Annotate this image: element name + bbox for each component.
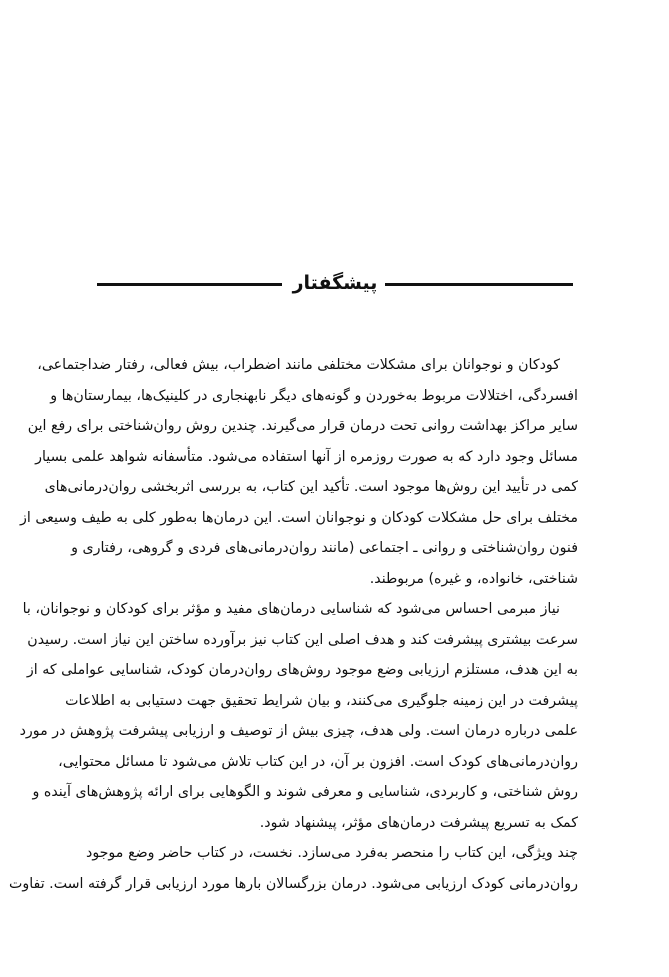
text-line: به این هدف، مستلزم ارزیابی وضع موجود روش‌های روان‌درمان کودک، شناسایی عواملی که از (26, 662, 578, 678)
text-line: کمی در تأیید این روش‌ها موجود است. تأکید این کتاب، به بررسی اثربخشی روان‌درمانی‌های (44, 479, 578, 495)
text-line: پیشرفت در این زمینه جلوگیری می‌کنند، و بیان شرایط تحقیق جهت دستیابی به اطلاعات (65, 692, 578, 709)
text-line: علمی درباره درمان است. ولی هدف، چیزی بیش از توصیف و ارزیابی پیشرفت پژوهش در مورد (19, 723, 578, 739)
text-line: مختلف برای حل مشکلات کودکان و نوجوانان است. این درمان‌ها به‌طور کلی به طیف وسیعی از (20, 509, 578, 526)
page-title: پیشگفتار (292, 272, 378, 294)
text-line: روان‌درمانی‌های کودک است. افزون بر آن، در این کتاب تلاش می‌شود تا مسائل محتوایی، (58, 753, 578, 770)
heading-rule-left (97, 283, 282, 286)
text-line: روان‌درمانی کودک ارزیابی می‌شود. درمان بزرگسالان بارها مورد ارزیابی قرار گرفته است. تفاوت (9, 875, 578, 892)
text-line: شناختی، خانواده، و غیره) مربوطند. (369, 570, 578, 587)
text-line: مسائل وجود دارد که به صورت روزمره از آنها استفاده می‌شود. متأسفانه شواهد علمی بسیار (35, 448, 578, 465)
text-line: سایر مراکز بهداشت روانی تحت درمان قرار می‌گیرند. چندین روش روان‌شناختی برای رفع این (27, 418, 578, 434)
text-line: افسردگی، اختلالات مربوط به‌خوردن و گونه‌های دیگر نابهنجاری در کلینیک‌ها، بیمارستان‌ها و (50, 387, 578, 404)
text-line: نیاز مبرمی احساس می‌شود که شناسایی درمان‌های مفید و مؤثر برای کودکان و نوجوانان، با (22, 601, 560, 617)
text-line: فنون روان‌شناختی و روانی ـ اجتماعی (مانند روان‌درمانی‌های فردی و گروهی، رفتاری و (71, 540, 578, 556)
text-line: کودکان و نوجوانان برای مشکلات مختلفی مانند اضطراب، بیش فعالی، رفتار ضداجتماعی، (37, 357, 560, 373)
text-line: کمک به تسریع پیشرفت درمان‌های مؤثر، پیشنهاد شود. (259, 814, 578, 831)
text-line: چند ویژگی، این کتاب را منحصر به‌فرد می‌سازد. نخست، در کتاب حاضر وضع موجود (86, 845, 578, 861)
body-text (9, 350, 578, 899)
text-line: سرعت بیشتری پیشرفت کند و هدف اصلی این کتاب نیز برآورده ساختن این نیاز است. رسیدن (27, 631, 578, 648)
text-line: روش شناختی، و کاربردی، شناسایی و معرفی شوند و الگوهایی برای ارائه پژوهش‌های آینده و (32, 784, 578, 800)
heading-rule-right (385, 283, 573, 286)
section-heading (0, 268, 669, 298)
